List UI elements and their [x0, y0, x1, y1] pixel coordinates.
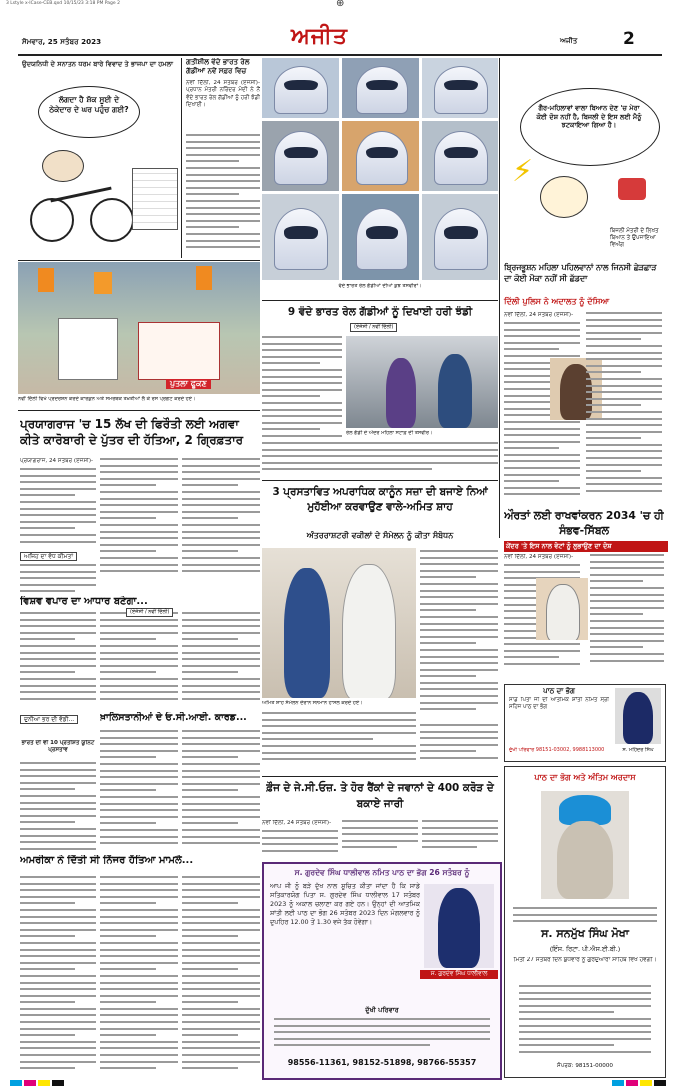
cartoon-speech-text: ਗੈਰ-ਮਹਿਲਾਵਾਂ ਵਾਲਾ ਬਿਆਨ ਦੇਣ 'ਚ ਮੇਰਾ ਕੋਈ ਦੋਸ਼ ਨਹੀਂ ਹੈ, ਬਿਜਲੀ ਦੇ ਇਸ ਲਈ ਮੈਨੂੰ ਝਟਕਾਇਆ ਗਿਆ ਹੈ।	[536, 104, 642, 130]
obit-right-intro	[513, 907, 657, 925]
world-trade-col2	[100, 612, 178, 700]
effigy-poster	[138, 322, 220, 380]
america-col2	[100, 876, 178, 1076]
obituary-small	[504, 684, 666, 762]
cartoon-divider	[18, 260, 260, 261]
cartoon-side-note: ਬਿਜਲੀ ਮੰਤਰੀ ਦੇ ਲਿਖਤ ਬਿਆਨ ਤੇ ਉਪਜਾਇਆ ਵਿਅੰਗ	[610, 228, 659, 248]
women-headline: ਔਰਤਾਂ ਲਈ ਰਾਖਵਾਂਕਰਨ 2034 'ਚ ਹੀ ਸੰਭਵ-ਸਿੱਬਲ	[504, 509, 664, 537]
trains-headline: 9 ਵੰਦੇ ਭਾਰਤ ਰੇਲ ਗੱਡੀਆਂ ਨੂੰ ਦਿਖਾਈ ਹਰੀ ਝੰਡੀ	[287, 306, 473, 318]
train-photo-5	[342, 121, 419, 191]
world-trade-col3	[182, 612, 260, 700]
shah-photo-caption: ਅਮਿਤ ਸ਼ਾਹ ਸੰਮੇਲਨ ਦੌਰਾਨ ਸਨਮਾਨ ਹਾਸਲ ਕਰਦੇ ਹੋਏ।	[262, 700, 363, 706]
flag-orange-3	[196, 266, 212, 290]
shah-subhead: ਅੰਤਰਰਾਸ਼ਟਰੀ ਵਕੀਲਾਂ ਦੇ ਸੰਮੇਲਨ ਨੂੰ ਕੀਤਾ ਸੰਬੋਧਨ	[306, 531, 454, 540]
prayagraj-text-col1	[20, 468, 96, 548]
obit-small-photo-label: ਸ. ਮਹਿੰਦਰ ਸਿੰਘ	[622, 747, 654, 753]
shah-text-col2	[262, 712, 416, 762]
world-trade-agency: (ਏਜੰਸੀ / ਨਵੀਂ ਦਿੱਲੀ)	[126, 608, 173, 617]
trains-sidebar	[186, 58, 260, 258]
bicycle-icon	[30, 198, 74, 242]
obit-right-ceremony: ਮਿਤੀ 27 ਸਤੰਬਰ ਦਿਨ ਬੁੱਧਵਾਰ ਨੂੰ ਗੁਰਦੁਆਰਾ ਸਾਹਿਬ ਵਿਖੇ ਹੋਵੇਗੀ।	[513, 957, 657, 963]
sidebar-heading: ਗਤੀਸ਼ੀਲ ਵੰਦੇ ਭਾਰਤ ਰੇਲ ਗੱਡੀਆਂ ਨਵੇਂ ਸਫ਼ਰ ਵਿਚ	[186, 58, 250, 75]
prayagraj-text-col2	[100, 458, 178, 580]
cartoon-right	[500, 58, 662, 256]
army-text-col2	[342, 820, 418, 858]
shah-top-rule	[262, 480, 498, 481]
brij-headline: ਬ੍ਰਿਜਭੂਸ਼ਨ ਮਹਿਲਾ ਪਹਿਲਵਾਨਾਂ ਨਾਲ ਜਿਨਸੀ ਛੇੜਛਾੜ ਦਾ ਕੋਈ ਮੌਕਾ ਨਹੀਂ ਸੀ ਛੱਡਦਾ	[504, 263, 657, 283]
prayagraj-headline: ਪ੍ਰਯਾਗਰਾਜ 'ਚ 15 ਲੱਖ ਦੀ ਫਿਰੌਤੀ ਲਈ ਅਗਵਾ ਕੀਤੇ ਕਾਰੋਬਾਰੀ ਦੇ ਪੁੱਤਰ ਦੀ ਹੱਤਿਆ, 2 ਗ੍ਰਿਫ਼ਤਾਰ	[20, 417, 244, 447]
obit-right-contact: ਸੰਪਰਕ: 98151-00000	[557, 1063, 613, 1069]
sidebar-body: ਨਵੀਂ ਦਿੱਲੀ, 24 ਸਤੰਬਰ (ਏਜੰਸੀ)-ਪ੍ਰਧਾਨ ਮੰਤਰੀ ਨਰਿੰਦਰ ਮੋਦੀ ਨੇ ਨੌਂ ਵੰਦੇ ਭਾਰਤ ਰੇਲ ਗੱਡੀਆਂ ਨੂੰ ਹਰੀ ਝੰਡੀ ਦਿਖਾਈ।	[186, 80, 260, 109]
trains-text-col1	[262, 336, 342, 442]
obit-right-photo	[541, 791, 629, 899]
brij-dateline: ਨਵੀਂ ਦਿੱਲੀ, 24 ਸਤੰਬਰ (ਏਜੰਸੀ)-	[504, 312, 574, 318]
cockpit-caption: ਰੇਲ ਗੱਡੀ ਦੇ ਅੰਦਰ ਮਹਿਲਾ ਸਟਾਫ਼ ਦੀ ਤਸਵੀਰ।	[346, 430, 433, 436]
flag-orange-2	[94, 272, 112, 294]
army-top-rule	[262, 776, 498, 777]
army-headline: ਫ਼ੌਜ ਦੇ ਜੇ.ਸੀ.ਓਜ਼. ਤੇ ਹੋਰ ਰੈਂਕਾਂ ਦੇ ਜਵਾਨਾਂ ਦੇ 400 ਕਰੋੜ ਦੇ ਬਕਾਏ ਜਾਰੀ	[266, 782, 494, 810]
brief-heading-3: ਭਾਰਤ ਦੀ ਵੀ 10 ਪ੍ਰਤੀਸ਼ਤ ਯੂਨਿਟ ਪ੍ਰਸਤਾਵ	[21, 740, 95, 754]
obit-center-body: ਆਪ ਜੀ ਨੂੰ ਬੜੇ ਦੁੱਖ ਨਾਲ ਸੂਚਿਤ ਕੀਤਾ ਜਾਂਦਾ ਹੈ ਕਿ ਸਾਡੇ ਸਤਿਕਾਰਯੋਗ ਪਿਤਾ ਸ. ਗੁਰਦੇਵ ਸਿੰਘ ਧਾਲੀਵਾਲ 17 ਸਤੰਬਰ 2023 ਨੂੰ ਅਕਾਲ ਚਲਾਣਾ ਕਰ ਗਏ ਹਨ। ਉਨ੍ਹਾਂ ਦੀ ਆਤਮਿਕ ਸ਼ਾਂਤੀ ਲਈ ਪਾਠ ਦਾ ਭੋਗ 26 ਸਤੰਬਰ 2023 ਦਿਨ ਮੰਗਲਵਾਰ ਨੂੰ ਦੁਪਹਿਰ 12.00 ਤੋਂ 1.30 ਵਜੇ ਤੱਕ ਹੋਵੇਗਾ।	[270, 882, 420, 926]
obit-center-family-list	[274, 1018, 490, 1052]
page-number: 2	[623, 29, 635, 49]
obit-right-name: ਸ. ਸਨਮੁੱਖ ਸਿੰਘ ਮੋਖਾ	[541, 927, 629, 940]
train-photo-grid	[262, 58, 498, 290]
speaker-figure-1	[284, 568, 330, 698]
column-rule-right	[499, 58, 500, 538]
registration-mark-icon: ⊕	[336, 0, 345, 9]
world-trade-col1	[20, 612, 96, 700]
cartoon-caption: ਉਦਯਨਿਧੀ ਦੇ ਸਨਾਤਨ ਧਰਮ ਬਾਰੇ ਵਿਵਾਦ ਤੇ ਭਾਜਪਾ ਦਾ ਹਮਲਾ	[22, 60, 173, 68]
speaker-figure-2	[342, 564, 396, 698]
obit-small-phone: ਦੁੱਖੀ ਪਰਿਵਾਰ 98151-03002, 9988113000	[509, 747, 605, 753]
prayagraj-text-col3	[182, 458, 260, 580]
sidebar-body-lines	[186, 134, 260, 254]
page-date: ਸੋਮਵਾਰ, 25 ਸਤੰਬਰ 2023	[22, 37, 102, 46]
masthead-rule	[18, 54, 662, 56]
shah-text-col1	[420, 550, 498, 720]
cockpit-photo	[346, 336, 498, 428]
khalistan-col2	[182, 730, 260, 850]
america-col3	[182, 876, 260, 1076]
obit-center-family-heading: ਦੁੱਖੀ ਪਰਿਵਾਰ	[365, 1006, 399, 1014]
houses-sketch	[132, 168, 178, 230]
shah-photo	[262, 548, 416, 698]
brief-heading-1: ਅਜਿਹ ਦਾ ਵੱਧ ਕੀਮਤਾਂ	[20, 552, 77, 561]
army-text-col1	[262, 830, 338, 858]
army-text-col3	[422, 820, 498, 858]
obit-right-family-list	[519, 985, 651, 1059]
brief-text-2	[20, 762, 96, 850]
section-label: ਅਜੀਤ	[560, 37, 578, 45]
brij-text-col2	[586, 312, 662, 502]
obit-center-heading: ਸ. ਗੁਰਦੇਵ ਸਿੰਘ ਧਾਲੀਵਾਲ ਨਮਿਤ ਪਾਠ ਦਾ ਭੋਗ 26 ਸਤੰਬਰ ਨੂੰ	[294, 868, 470, 877]
world-trade-headline: ਵਿਸ਼ਵ ਵਪਾਰ ਦਾ ਆਧਾਰ ਬਣੇਗਾ...	[20, 596, 148, 607]
train-photo-3	[422, 58, 498, 118]
effigy-banner: ਪੁਤਲਾ ਫੂਕਣ	[166, 379, 211, 389]
protest-divider	[18, 410, 260, 411]
army-dateline: ਨਵੀਂ ਦਿੱਲੀ, 24 ਸਤੰਬਰ (ਏਜੰਸੀ)-	[262, 820, 332, 826]
staff-figure-2	[438, 354, 472, 428]
khalistan-col1	[100, 730, 178, 850]
america-col1	[20, 876, 96, 1076]
trains-agency-tag: (ਏਜੰਸੀ / ਨਵੀਂ ਦਿੱਲੀ)	[350, 323, 397, 332]
women-text-col2	[590, 554, 664, 674]
train-photos-caption: ਵੰਦੇ ਭਾਰਤ ਰੇਲ ਗੱਡੀਆਂ ਦੀਆਂ ਕੁਝ ਤਸਵੀਰਾਂ।	[338, 283, 422, 289]
print-slug: 3 Lstyle x-ICase-CEB.qxd 10/15/23 3:18 PM Page 2	[6, 1, 120, 6]
brand-logo: ਅਜੀਤ	[291, 24, 348, 49]
poster-left	[58, 318, 118, 380]
obit-small-body: ਸਾਡੇ ਪਿਤਾ ਜੀ ਦੀ ਆਤਮਿਕ ਸ਼ਾਂਤੀ ਨਮਿਤ ਸ੍ਰੀ ਸਹਿਜ ਪਾਠ ਦਾ ਭੋਗ	[509, 697, 609, 710]
train-photo-4	[262, 121, 339, 191]
train-photo-6	[422, 121, 498, 191]
cartoon-left	[20, 58, 180, 258]
protest-caption: ਨਵੀਂ ਦਿੱਲੀ ਵਿਖੇ ਪ੍ਰਦਰਸ਼ਨ ਕਰਦੇ ਕਾਰਕੁਨ ਅਤੇ ਸਮਰਥਕ ਤਖ਼ਤੀਆਂ ਲੈ ਕੇ ਰੋਸ ਪ੍ਰਗਟ ਕਰਦੇ ਹੋਏ।	[18, 396, 196, 402]
obit-center-photo-label: ਸ. ਗੁਰਦੇਵ ਸਿੰਘ ਧਾਲੀਵਾਲ	[420, 970, 498, 979]
bicycle-wheel-icon	[90, 198, 134, 242]
shah-text-col3	[420, 724, 498, 764]
sibal-portrait	[536, 578, 588, 640]
khalistan-headline: ਖ਼ਾਲਿਸਤਾਨੀਆਂ ਦੇ ਓ.ਸੀ.ਆਈ. ਕਾਰਡ...	[100, 712, 247, 723]
obit-right-heading: ਪਾਠ ਦਾ ਭੋਗ ਅਤੇ ਅੰਤਿਮ ਅਰਦਾਸ	[534, 773, 636, 782]
obit-center-photo	[424, 884, 494, 968]
speech-bubble	[38, 86, 140, 138]
obit-small-photo	[615, 688, 661, 744]
electric-plug-icon	[618, 178, 646, 200]
cmyk-strip	[0, 1080, 677, 1089]
brief-text-1	[20, 564, 96, 594]
column-rule	[181, 58, 182, 258]
brief-heading-2: ਦੁਨੀਆ ਭਰ ਦੀ ਵੱਡੀ...	[20, 715, 78, 724]
obituary-center	[262, 862, 502, 1080]
trains-text-col2	[262, 442, 498, 476]
obit-center-phones: 98556-11361, 98152-51898, 98766-55357	[287, 1058, 477, 1067]
obit-right-subname: (ਇੰਸ. ਰਿਟਾ. ਪੀ.ਐਸ.ਈ.ਬੀ.)	[549, 945, 621, 953]
train-photo-2	[342, 58, 419, 118]
women-subhead: ਕੇਂਦਰ 'ਤੇ ਇਸ ਨਾਲ ਵੋਟਾਂ ਨੂੰ ਲੁਭਾਉਣ ਦਾ ਦੋਸ਼	[504, 541, 668, 552]
trains-top-rule	[262, 300, 498, 301]
cyclist-figure	[42, 150, 84, 182]
obit-small-heading: ਪਾਠ ਦਾ ਭੋਗ	[543, 687, 575, 695]
brij-subhead: ਦਿੱਲੀ ਪੁਲਿਸ ਨੇ ਅਦਾਲਤ ਨੂੰ ਦੱਸਿਆ	[504, 297, 610, 306]
prayagraj-dateline: ਪ੍ਰਯਾਗਰਾਜ, 24 ਸਤੰਬਰ (ਏਜੰਸੀ)-	[20, 458, 94, 464]
train-photo-1	[262, 58, 339, 118]
flag-orange-1	[38, 268, 54, 292]
lightning-bolt-icon: ⚡	[512, 154, 534, 189]
train-photo-8	[342, 194, 419, 280]
obituary-right	[504, 766, 666, 1078]
staff-figure-1	[386, 358, 416, 428]
protest-photo	[18, 262, 260, 394]
women-dateline: ਨਵੀਂ ਦਿੱਲੀ, 24 ਸਤੰਬਰ (ਏਜੰਸੀ)-	[504, 554, 574, 560]
america-headline: ਅਮਰੀਕਾ ਨੇ ਦਿੱਤੀ ਸੀ ਨਿੱਜਰ ਹੱਤਿਆ ਮਾਮਲੇ...	[20, 855, 194, 866]
bubble-text: ਲੱਗਦਾ ਹੈ ਸ਼ੱਕ ਸੂਈ ਦੇ ਠੇਕੇਦਾਰ ਦੇ ਘਰ ਪਹੁੰਚ ਗਈ?	[49, 95, 129, 114]
cartoon-figure	[540, 176, 588, 218]
shah-headline: 3 ਪ੍ਰਸਤਾਵਿਤ ਅਪਰਾਧਿਕ ਕਾਨੂੰਨ ਸਜ਼ਾ ਦੀ ਬਜਾਏ ਨਿਆਂ ਮੁਹੱਈਆ ਕਰਵਾਉਣ ਵਾਲੇ-ਅਮਿਤ ਸ਼ਾਹ	[272, 486, 488, 513]
obit-right-figure	[557, 821, 613, 899]
train-photo-7	[262, 194, 339, 280]
train-photo-9	[422, 194, 498, 280]
